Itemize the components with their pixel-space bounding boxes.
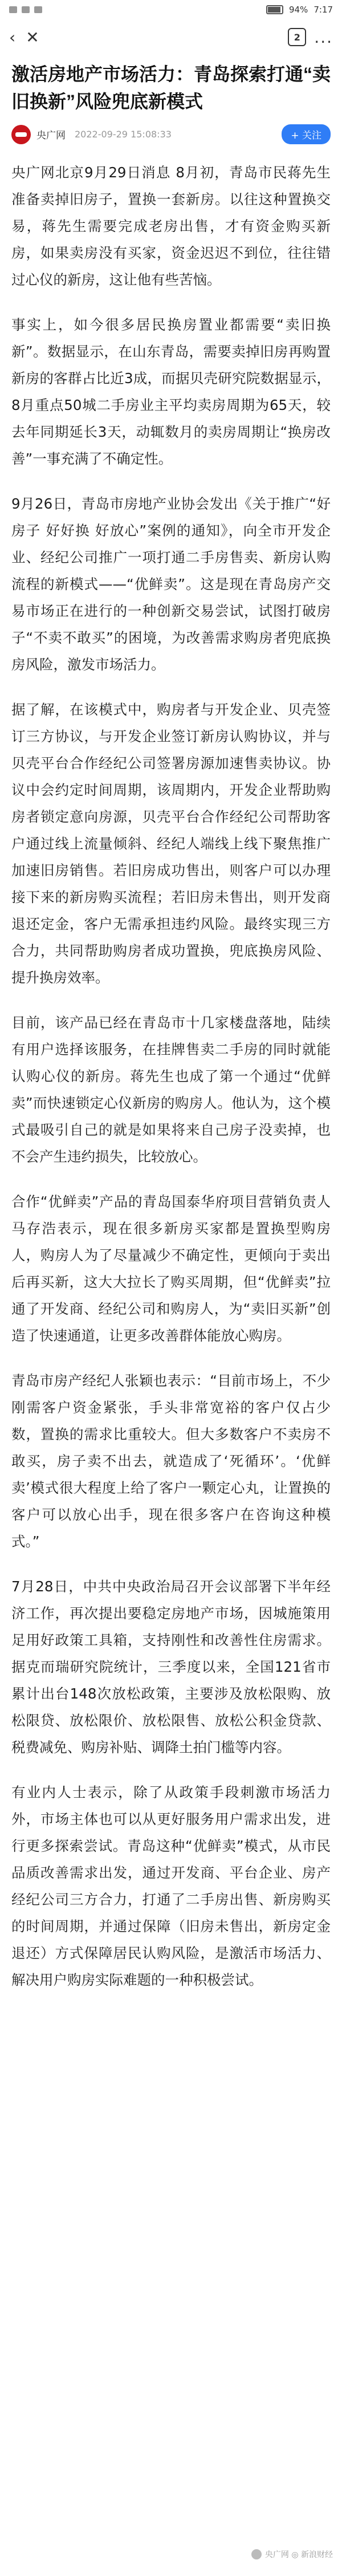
source-name[interactable]: 央广网 bbox=[36, 130, 66, 141]
nav-left bbox=[9, 28, 39, 47]
status-bar bbox=[0, 0, 342, 19]
paragraph: 有业内人士表示，除了从政策手段刺激市场活力外，市场主体也可以从更好服务用户需求出发，进行更多探索尝试。青岛这种“优鲜卖”模式，从市民品质改善需求出发，通过开发商、平台企业、房产经纪公司三方合力，打通了二手房出售、新房购买的时间周期，并通过保障（旧房未售出，新房定金退还）方式保障居民认购风险，是激活市场活力、解决用户购房实际难题的一种积极尝试。 bbox=[11, 1784, 331, 1988]
byline bbox=[0, 115, 342, 144]
top-nav bbox=[0, 19, 342, 55]
paragraph: 央广网北京9月29日消息 8月初，青岛市民蒋先生准备卖掉旧房子，置换一套新房。以往这种置换交易，蒋先生需要完成老房出售，才有资金购买新房，如果卖房没有买家，资金迟迟不到位，往往错过心仪的新房，这让他有些苦恼。 bbox=[11, 164, 331, 288]
paragraph: 合作“优鲜卖”产品的青岛国泰华府项目营销负责人马存浩表示，现在很多新房买家都是置换型购房人，购房人为了尽量减少不确定性，更倾向于卖出后再买新，这大大拉长了购买周期，但“优鲜卖”拉通了开发商、经纪公司和购房人，为“卖旧买新”创造了快速通道，让更多改善群体能放心购房。 bbox=[11, 1193, 331, 1344]
paragraph: 事实上，如今很多居民换房置业都需要“卖旧换新”。数据显示，在山东青岛，需要卖掉旧房再购置新房的客群占比近3成，而据贝壳研究院数据显示，8月重点50城二手房业主平均卖房周期为65天，较去年同期延长3天，动辄数月的卖房周期让“换房改善”一事充满了不确定性。 bbox=[11, 316, 331, 467]
watermark-text: 央广网 ◎ 新浪财经 bbox=[264, 2550, 333, 2559]
paragraph: 据了解，在该模式中，购房者与开发企业、贝壳签订三方协议，与开发企业签订新房认购协议，并与贝壳平台合作经纪公司签署房源加速售卖协议。协议中会约定时间周期，该周期内，开发企业帮助购房者锁定意向房源，贝壳平台合作经纪公司帮助客户通过线上流量倾斜、经纪人端线上线下聚焦推广加速旧房销售。若旧房成功售出，则客户可以办理接下来的新房购买流程；若旧房未售出，则开发商退还定金，客户无需承担违约风险。最终实现三方合力，共同帮助购房者成功置换，兜底换房风险、提升换房效率。 bbox=[11, 701, 331, 986]
watermark bbox=[251, 2549, 333, 2560]
clock: 7:17 bbox=[314, 5, 333, 15]
article-body bbox=[0, 144, 342, 1993]
notification-icon bbox=[9, 6, 17, 13]
paragraph: 9月26日，青岛市房地产业协会发出《关于推广“好房子 好好换 好放心”案例的通知》，向全市开发企业、经纪公司推广一项打通二手房售卖、新房认购流程的新模式——“优鲜卖”。这是现在青岛房产交易市场正在进行的一种创新交易尝试，试图打破房子“不卖不敢买”的困境，为改善需求购房者兜底换房风险，激发市场活力。 bbox=[11, 495, 331, 673]
paragraph: 目前，该产品已经在青岛市十几家楼盘落地，陆续有用户选择该服务，在挂牌售卖二手房的同时就能认购心仪的新房。蒋先生也成了第一个通过“优鲜卖”而快速锁定心仪新房的购房人。他认为，这个模式最吸引自己的就是如果将来自己房子没卖掉，也不会产生违约损失，比较放心。 bbox=[11, 1014, 331, 1165]
notification-icon bbox=[22, 6, 30, 13]
follow-button[interactable]: + 关注 bbox=[282, 124, 331, 144]
source-logo-icon bbox=[15, 132, 27, 137]
status-left bbox=[9, 6, 42, 13]
status-right bbox=[266, 5, 333, 15]
battery-level: 94% bbox=[288, 5, 308, 15]
watermark-icon bbox=[251, 2549, 262, 2559]
article bbox=[0, 55, 342, 2012]
paragraph: 7月28日，中共中央政治局召开会议部署下半年经济工作，再次提出要稳定房地产市场，因城施策用足用好政策工具箱，支持刚性和改善性住房需求。据克而瑞研究院统计，三季度以来，全国121省市累计出台148次放松政策，主要涉及放松限购、放松限贷、放松限价、放松限售、放松公积金贷款、税费减免、购房补贴、调降土拍门槛等内容。 bbox=[11, 1578, 331, 1756]
battery-icon bbox=[266, 5, 283, 14]
more-menu-button[interactable]: ... bbox=[314, 27, 333, 47]
chevron-left-icon[interactable]: ‹ bbox=[9, 27, 16, 47]
close-icon[interactable]: ✕ bbox=[26, 27, 39, 47]
source-avatar[interactable] bbox=[11, 125, 31, 144]
byline-source[interactable] bbox=[11, 125, 172, 144]
article-title: 激活房地产市场活力：青岛探索打通“卖旧换新”风险兜底新模式 bbox=[11, 64, 331, 112]
nav-right bbox=[288, 28, 333, 47]
publish-time: 2022-09-29 15:08:33 bbox=[75, 129, 172, 140]
notification-icon bbox=[34, 6, 42, 13]
paragraph: 青岛市房产经纪人张颖也表示：“目前市场上，不少刚需客户资金紧张，手头非常宽裕的客户仅占少数，置换的需求比重较大。但大多数客户不卖房不敢买，房子卖不出去，就造成了‘死循环’。‘优鲜卖’模式很大程度上给了客户一颗定心丸，让置换的客户可以放心出手，现在很多客户在咨询这种模式。” bbox=[11, 1372, 331, 1550]
tab-count-button[interactable]: 2 bbox=[288, 28, 306, 46]
